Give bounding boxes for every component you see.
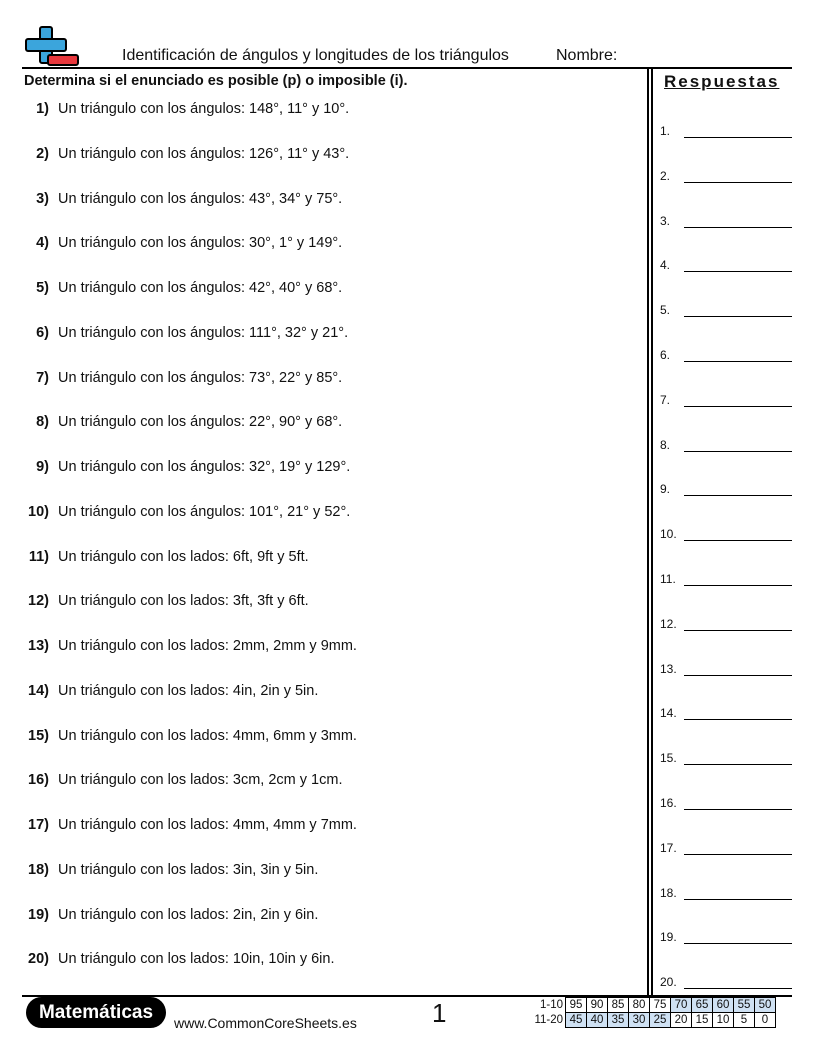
answer-number: 16. — [660, 796, 677, 810]
answer-number: 7. — [660, 392, 671, 407]
answer-item — [660, 256, 792, 272]
question-number: 13) — [28, 638, 49, 654]
question-item — [20, 907, 318, 929]
score-cell: 40 — [587, 1013, 608, 1028]
question-item — [20, 370, 342, 392]
answer-number: 15. — [660, 751, 677, 766]
score-cell: 65 — [692, 998, 713, 1013]
answer-blank[interactable] — [684, 675, 792, 676]
question-number: 12) — [28, 593, 49, 610]
answer-item — [660, 525, 792, 541]
score-cell: 95 — [566, 998, 587, 1013]
answer-blank[interactable] — [684, 271, 792, 272]
answer-item — [660, 167, 792, 183]
question-text: Un triángulo con los lados: 3in, 3in y 5in. — [58, 861, 319, 878]
column-divider-left — [647, 69, 649, 996]
score-cell: 80 — [629, 998, 650, 1013]
question-text: Un triángulo con los ángulos: 73°, 22° y 85°. — [58, 369, 343, 386]
score-cell: 5 — [734, 1013, 755, 1028]
question-number: 5) — [36, 280, 49, 296]
answer-item — [660, 570, 792, 586]
question-text: Un triángulo con los ángulos: 30°, 1° y 149°. — [58, 235, 343, 252]
answer-number: 17. — [660, 840, 677, 855]
question-text: Un triángulo con los ángulos: 126°, 11° y 43°. — [58, 145, 350, 162]
answer-number: 18. — [660, 885, 677, 900]
question-text: Un triángulo con los lados: 6ft, 9ft y 5ft. — [58, 548, 309, 565]
question-text: Un triángulo con los lados: 4in, 2in y 5in. — [58, 682, 319, 699]
question-number: 7) — [36, 369, 49, 386]
answer-number: 6. — [660, 348, 671, 362]
question-item — [20, 862, 318, 884]
name-label: Nombre: — [556, 47, 618, 64]
score-cell: 30 — [629, 1013, 650, 1028]
answer-item — [660, 928, 792, 944]
answer-blank[interactable] — [684, 137, 792, 138]
question-number: 17) — [28, 817, 49, 833]
answer-number: 11. — [660, 572, 676, 586]
score-cell: 55 — [734, 998, 755, 1013]
answer-item — [660, 436, 792, 452]
score-cell: 75 — [650, 998, 671, 1013]
answer-number: 13. — [660, 661, 677, 676]
score-cell: 45 — [566, 1013, 587, 1028]
answer-item — [660, 480, 792, 496]
question-text: Un triángulo con los lados: 2in, 2in y 6in. — [58, 906, 319, 923]
answers-header: Respuestas — [664, 72, 780, 91]
question-number: 19) — [28, 906, 49, 923]
instructions: Determina si el enunciado es posible (p) o imposible (i). — [24, 73, 408, 89]
answer-blank[interactable] — [684, 809, 792, 810]
answer-number: 5. — [660, 303, 671, 318]
answer-item — [660, 660, 792, 676]
answer-item — [660, 749, 792, 765]
score-row — [528, 998, 776, 1013]
score-row-label: 1-10 — [539, 999, 563, 1011]
answer-item — [660, 212, 792, 228]
score-cell: 35 — [608, 1013, 629, 1028]
answer-blank[interactable] — [684, 988, 792, 989]
score-cell: 0 — [755, 1013, 776, 1028]
brand-badge: Matemáticas — [26, 997, 166, 1028]
score-cell: 10 — [713, 1013, 734, 1028]
question-number: 11) — [28, 548, 49, 565]
answer-number: 10. — [660, 527, 677, 542]
question-text: Un triángulo con los ángulos: 22°, 90° y 68°. — [58, 414, 343, 431]
question-item — [20, 683, 318, 705]
question-item — [20, 414, 342, 436]
question-item — [20, 459, 350, 481]
score-cell: 50 — [755, 998, 776, 1013]
answer-item — [660, 839, 792, 855]
question-text: Un triángulo con los ángulos: 148°, 11° y 10°. — [58, 101, 350, 117]
question-text: Un triángulo con los lados: 10in, 10in y 6in. — [58, 951, 335, 968]
score-cell: 20 — [671, 1013, 692, 1028]
answer-number: 4. — [660, 258, 671, 273]
question-item — [20, 101, 349, 123]
answer-blank[interactable] — [684, 451, 792, 452]
answer-item — [660, 346, 792, 362]
answer-number: 12. — [660, 616, 677, 631]
answer-number: 8. — [660, 437, 671, 452]
question-item — [20, 280, 342, 302]
answer-blank[interactable] — [684, 585, 792, 586]
answer-number: 1. — [660, 124, 671, 138]
answer-blank[interactable] — [684, 316, 792, 317]
question-number: 6) — [36, 324, 49, 341]
answer-blank[interactable] — [684, 854, 792, 855]
answer-item — [660, 301, 792, 317]
question-number: 8) — [36, 414, 49, 431]
question-number: 2) — [36, 145, 49, 162]
column-divider-right — [651, 69, 653, 996]
score-row — [528, 1013, 776, 1028]
question-text: Un triángulo con los ángulos: 101°, 21° y 52°. — [58, 503, 351, 520]
answer-blank[interactable] — [684, 227, 792, 228]
answer-blank[interactable] — [684, 719, 792, 720]
answer-item — [660, 794, 792, 810]
answer-number: 14. — [660, 706, 677, 721]
answer-blank[interactable] — [684, 182, 792, 183]
question-text: Un triángulo con los ángulos: 111°, 32° y 21°. — [58, 324, 349, 341]
question-item — [20, 191, 342, 213]
question-item — [20, 146, 349, 168]
score-table — [528, 997, 776, 1028]
answer-item — [660, 391, 792, 407]
question-text: Un triángulo con los lados: 4mm, 4mm y 7mm. — [58, 817, 357, 833]
question-text: Un triángulo con los lados: 3ft, 3ft y 6ft. — [58, 593, 309, 610]
answer-blank[interactable] — [684, 540, 792, 541]
question-text: Un triángulo con los lados: 2mm, 2mm y 9mm. — [58, 638, 357, 654]
answer-item — [660, 973, 792, 989]
answer-blank[interactable] — [684, 495, 792, 496]
question-item — [20, 951, 334, 973]
question-item — [20, 549, 309, 571]
question-number: 14) — [28, 682, 49, 699]
answer-number: 9. — [660, 482, 671, 497]
question-number: 4) — [36, 235, 49, 252]
answer-blank[interactable] — [684, 361, 792, 362]
answer-item — [660, 122, 792, 138]
question-number: 16) — [28, 772, 49, 789]
question-text: Un triángulo con los ángulos: 42°, 40° y 68°. — [58, 280, 343, 296]
score-cell: 85 — [608, 998, 629, 1013]
answer-item — [660, 704, 792, 720]
score-cell: 60 — [713, 998, 734, 1013]
question-item — [20, 504, 350, 526]
question-number: 9) — [36, 459, 49, 475]
question-text: Un triángulo con los lados: 3cm, 2cm y 1cm. — [58, 772, 343, 789]
answer-blank[interactable] — [684, 406, 792, 407]
answer-item — [660, 884, 792, 900]
answer-item — [660, 615, 792, 631]
answer-blank[interactable] — [684, 943, 792, 944]
answer-blank[interactable] — [684, 764, 792, 765]
score-cell: 70 — [671, 998, 692, 1013]
answer-number: 20. — [660, 975, 677, 990]
score-cell: 25 — [650, 1013, 671, 1028]
question-item — [20, 593, 309, 615]
answer-number: 2. — [660, 168, 671, 183]
question-text: Un triángulo con los lados: 4mm, 6mm y 3mm. — [58, 727, 357, 744]
score-cell: 15 — [692, 1013, 713, 1028]
question-item — [20, 325, 348, 347]
answer-number: 19. — [660, 930, 677, 945]
score-cell: 90 — [587, 998, 608, 1013]
question-number: 20) — [28, 951, 49, 968]
question-item — [20, 728, 357, 750]
question-number: 10) — [28, 503, 49, 520]
answer-blank[interactable] — [684, 899, 792, 900]
question-item — [20, 235, 342, 257]
question-text: Un triángulo con los ángulos: 43°, 34° y 75°. — [58, 190, 343, 207]
answer-blank[interactable] — [684, 630, 792, 631]
answer-number: 3. — [660, 213, 671, 228]
question-item — [20, 817, 357, 839]
question-text: Un triángulo con los ángulos: 32°, 19° y 129°. — [58, 459, 351, 475]
question-number: 15) — [28, 727, 49, 744]
score-row-label: 11-20 — [534, 1014, 563, 1026]
question-number: 3) — [36, 190, 49, 207]
worksheet-title: Identificación de ángulos y longitudes de los triángulos — [122, 47, 509, 64]
question-number: 1) — [36, 101, 49, 117]
question-item — [20, 772, 342, 794]
question-number: 18) — [28, 861, 49, 878]
question-item — [20, 638, 357, 660]
page-number: 1 — [432, 998, 447, 1028]
website-text: www.CommonCoreSheets.es — [174, 1015, 357, 1031]
header-rule — [22, 67, 792, 69]
plus-minus-logo-icon — [24, 24, 80, 68]
